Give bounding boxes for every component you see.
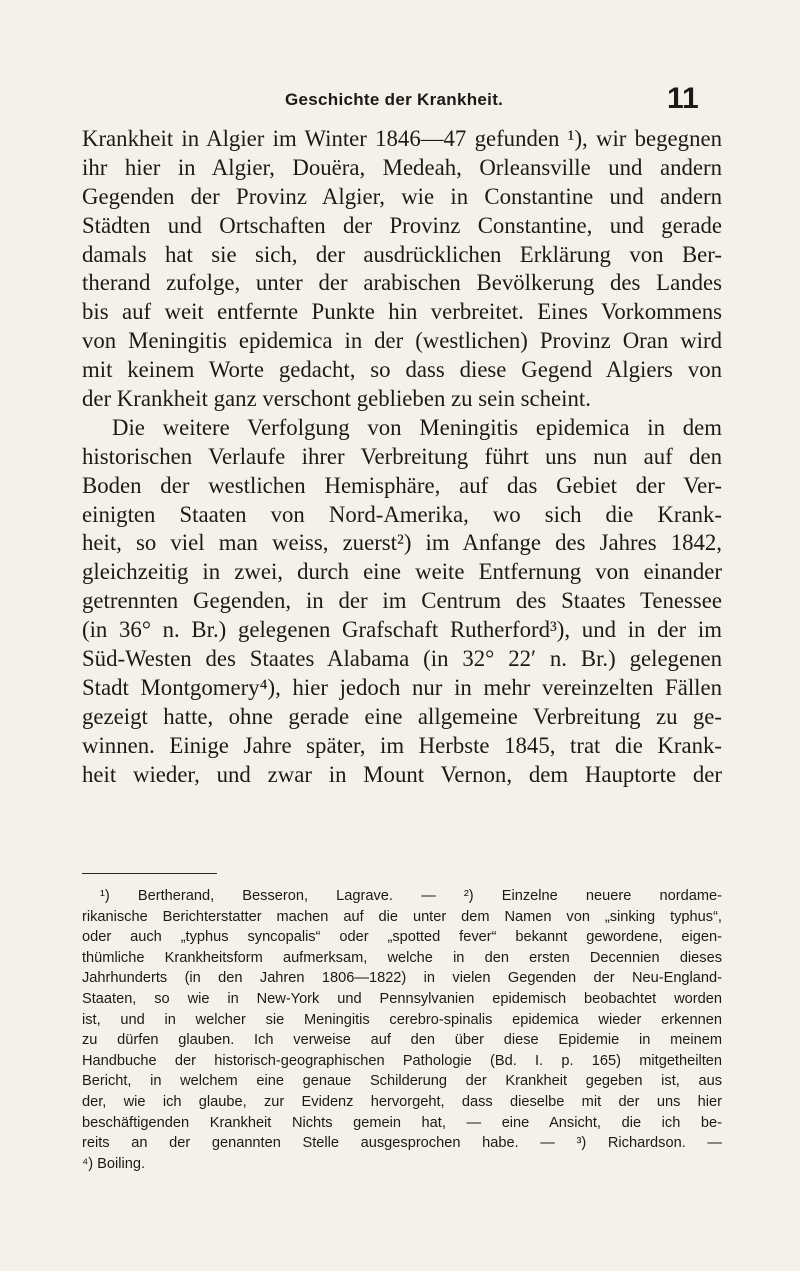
text-line: der Krankheit ganz verschont geblieben zu sein scheint. xyxy=(82,386,591,412)
footnotes xyxy=(82,886,722,1174)
text-line: heit wieder, und zwar in Mount Vernon, dem Hauptorte der xyxy=(82,761,722,787)
footnote-line: beschäftigenden Krankheit Nichts gemein hat, — eine Ansicht, die ich be- xyxy=(82,1114,722,1131)
footnote-line: Handbuche der historisch-geographischen Pathologie (Bd. I. p. 165) mitgetheilten xyxy=(82,1052,722,1069)
text-line: Städten und Ortschaften der Provinz Constantine, und gerade xyxy=(82,212,722,238)
text-line: gezeigt hatte, ohne gerade eine allgemeine Verbreitung zu ge- xyxy=(82,703,722,729)
footnote-line: Staaten, so wie in New-York und Pennsylvanien epidemisch beobachtet worden xyxy=(82,990,722,1007)
text-line: therand zufolge, unter der arabischen Bevölkerung des Landes xyxy=(82,270,722,296)
text-line: bis auf weit entfernte Punkte hin verbreitet. Eines Vorkommens xyxy=(82,299,722,325)
text-line: Die weitere Verfolgung von Meningitis epidemica in dem xyxy=(112,414,722,440)
running-title: Geschichte der Krankheit. xyxy=(285,90,504,109)
footnote-line: Bericht, in welchem eine genaue Schilderung der Krankheit gegeben ist, aus xyxy=(82,1073,722,1090)
text-line: winnen. Einige Jahre später, im Herbste 1845, trat die Krank- xyxy=(82,732,722,758)
text-line: Süd-Westen des Staates Alabama (in 32° 22′ n. Br.) gelegenen xyxy=(82,646,722,672)
text-line: mit keinem Worte gedacht, so dass diese Gegend Algiers von xyxy=(82,357,722,383)
page-number: 11 xyxy=(667,82,699,115)
text-line: gleichzeitig in zwei, durch eine weite Entfernung von einander xyxy=(82,559,722,585)
text-line: getrennten Gegenden, in der im Centrum des Staates Tenessee xyxy=(82,588,722,614)
text-line: ihr hier in Algier, Douëra, Medeah, Orleansville und andern xyxy=(82,154,722,180)
footnote-rule xyxy=(82,873,217,874)
footnote-line: oder auch „typhus syncopalis“ oder „spotted fever“ bekannt gewordene, eigen- xyxy=(82,929,722,946)
text-line: von Meningitis epidemica in der (westlichen) Provinz Oran wird xyxy=(82,328,722,354)
footnote-line: ist, und in welcher sie Meningitis cerebro-spinalis epidemica wieder erkennen xyxy=(82,1011,722,1028)
footnote-line: ¹) Bertherand, Besseron, Lagrave. — ²) Einzelne neuere nordame- xyxy=(100,888,722,904)
footnote-line: der, wie ich glaube, zur Evidenz hervorgeht, dass dieselbe mit der uns hier xyxy=(82,1093,722,1110)
footnote-line: ⁴) Boiling. xyxy=(82,1155,146,1172)
text-line: historischen Verlaufe ihrer Verbreitung führt uns nun auf den xyxy=(82,443,722,469)
text-line: (in 36° n. Br.) gelegenen Grafschaft Rutherford³), und in der im xyxy=(82,617,722,643)
text-line: Boden der westlichen Hemisphäre, auf das Gebiet der Ver- xyxy=(82,472,722,498)
footnote-line: reits an der genannten Stelle ausgesprochen habe. — ³) Richardson. — xyxy=(82,1135,722,1152)
footnote-line: rikanische Berichterstatter machen auf die unter dem Namen von „sinking typhus“, xyxy=(82,908,722,925)
text-line: Stadt Mоntgomery⁴), hier jedoch nur in mehr vereinzelten Fällen xyxy=(82,674,722,700)
page-header xyxy=(0,82,800,126)
main-text xyxy=(82,125,722,789)
footnote-line: Jahrhunderts (in den Jahren 1806—1822) in vielen Gegenden der Neu-England- xyxy=(82,970,722,987)
text-line: heit, so viel man weiss, zuerst²) im Anfange des Jahres 1842, xyxy=(82,530,722,556)
text-line: einigten Staaten von Nord-Amerika, wo sich die Krank- xyxy=(82,501,722,527)
text-line: damals hat sie sich, der ausdrücklichen Erklärung von Ber- xyxy=(82,241,722,267)
text-line: Krankheit in Algier im Winter 1846—47 gefunden ¹), wir begegnen xyxy=(82,126,722,151)
footnote-line: thümliche Krankheitsform aufmerksam, welche in den ersten Decennien dieses xyxy=(82,949,722,966)
footnote-line: zu dürfen glauben. Ich verweise auf den über diese Epidemie in meinem xyxy=(82,1032,722,1049)
text-line: Gegenden der Provinz Algier, wie in Constantine und andern xyxy=(82,183,722,209)
